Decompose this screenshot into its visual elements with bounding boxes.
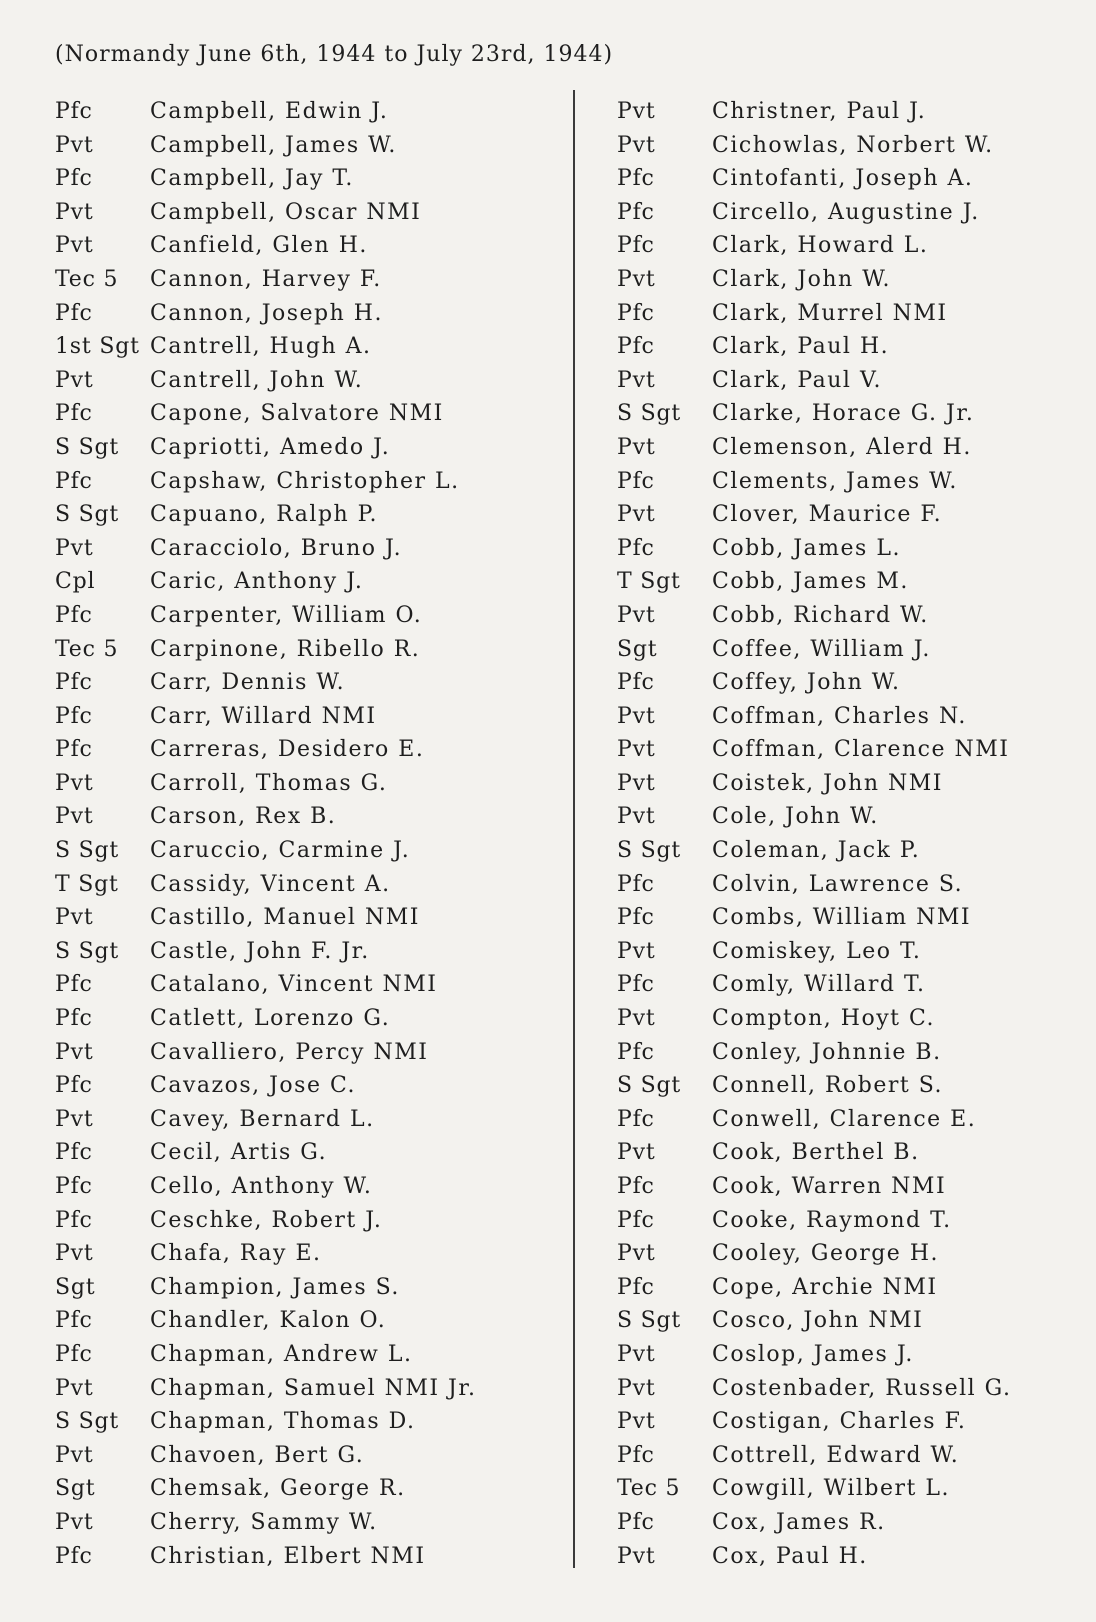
rank-label: S Sgt: [55, 838, 120, 864]
rank-label: T Sgt: [617, 569, 681, 595]
soldier-name: Chapman, Samuel NMI Jr.: [150, 1375, 477, 1401]
soldier-name: Carson, Rex B.: [150, 804, 337, 830]
rank-label: Pvt: [617, 367, 656, 393]
roster-row: [55, 1405, 476, 1439]
rank-label: Pvt: [617, 602, 656, 628]
rank-label: Pvt: [617, 99, 656, 124]
rank-label: S Sgt: [617, 1073, 682, 1099]
roster-row: [55, 599, 476, 633]
soldier-name: Campbell, Edwin J.: [150, 99, 389, 124]
roster-row: [55, 196, 476, 230]
soldier-name: Clark, Paul V.: [712, 367, 882, 393]
rank-label: Pvt: [617, 737, 656, 763]
soldier-name: Chafa, Ray E.: [150, 1241, 322, 1267]
rank-label: Pvt: [617, 703, 656, 729]
soldier-name: Clover, Maurice F.: [712, 502, 943, 528]
roster-row: [55, 1338, 476, 1372]
roster-row: [617, 1540, 1011, 1574]
soldier-name: Catlett, Lorenzo G.: [150, 1006, 391, 1032]
rank-label: S Sgt: [617, 838, 682, 864]
soldier-name: Coffey, John W.: [712, 670, 901, 696]
soldier-name: Catalano, Vincent NMI: [150, 972, 438, 998]
soldier-name: Compton, Hoyt C.: [712, 1006, 935, 1032]
soldier-name: Cavazos, Jose C.: [150, 1073, 357, 1099]
roster-row: [617, 599, 1011, 633]
soldier-name: Capone, Salvatore NMI: [150, 401, 444, 427]
soldier-name: Christner, Paul J.: [712, 99, 927, 124]
rank-label: Pvt: [617, 1375, 656, 1401]
soldier-name: Cooke, Raymond T.: [712, 1207, 952, 1233]
roster-column-right: [617, 95, 1011, 1573]
rank-label: Pfc: [55, 737, 93, 763]
roster-row: [617, 1136, 1011, 1170]
rank-label: Pfc: [55, 972, 93, 998]
soldier-name: Coffman, Charles N.: [712, 703, 967, 729]
rank-label: Tec 5: [617, 1476, 681, 1502]
roster-row: [617, 431, 1011, 465]
soldier-name: Castle, John F. Jr.: [150, 938, 370, 964]
soldier-name: Carroll, Thomas G.: [150, 770, 388, 796]
rank-label: Pfc: [55, 1543, 93, 1569]
soldier-name: Campbell, Oscar NMI: [150, 199, 422, 225]
roster-row: [55, 95, 476, 129]
roster-row: [617, 767, 1011, 801]
roster-row: [617, 1069, 1011, 1103]
rank-label: Pfc: [617, 233, 655, 259]
rank-label: Pvt: [55, 804, 94, 830]
rank-label: Pfc: [55, 300, 93, 326]
roster-row: [617, 229, 1011, 263]
rank-label: Pvt: [617, 1140, 656, 1166]
rank-label: S Sgt: [55, 1409, 120, 1435]
rank-label: Pvt: [55, 535, 94, 561]
page-header: (Normandy June 6th, 1944 to July 23rd, 1944): [55, 42, 614, 67]
soldier-name: Cox, Paul H.: [712, 1543, 868, 1569]
roster-row: [617, 263, 1011, 297]
rank-label: Pvt: [55, 1442, 94, 1468]
roster-row: [617, 95, 1011, 129]
rank-label: Pvt: [55, 1039, 94, 1065]
roster-row: [617, 498, 1011, 532]
roster-row: [617, 1237, 1011, 1271]
rank-label: Pfc: [617, 972, 655, 998]
roster-row: [617, 162, 1011, 196]
rank-label: Pfc: [55, 166, 93, 192]
rank-label: Pfc: [617, 1442, 655, 1468]
soldier-name: Circello, Augustine J.: [712, 199, 980, 225]
soldier-name: Connell, Robert S.: [712, 1073, 944, 1099]
rank-label: Pvt: [55, 905, 94, 931]
roster-row: [55, 1540, 476, 1574]
roster-row: [55, 1372, 476, 1406]
soldier-name: Combs, William NMI: [712, 905, 972, 931]
roster-row: [617, 868, 1011, 902]
roster-row: [55, 633, 476, 667]
roster-row: [617, 397, 1011, 431]
roster-row: [55, 1069, 476, 1103]
roster-row: [617, 565, 1011, 599]
soldier-name: Coffee, William J.: [712, 636, 931, 662]
roster-row: [617, 1439, 1011, 1473]
roster-row: [55, 565, 476, 599]
rank-label: Pfc: [55, 1207, 93, 1233]
rank-label: Pfc: [617, 468, 655, 494]
roster-row: [617, 364, 1011, 398]
soldier-name: Clemenson, Alerd H.: [712, 434, 972, 460]
soldier-name: Cherry, Sammy W.: [150, 1509, 378, 1535]
rank-label: Pfc: [617, 334, 655, 360]
roster-row: [617, 129, 1011, 163]
rank-label: 1st Sgt: [55, 334, 140, 360]
soldier-name: Cecil, Artis G.: [150, 1140, 328, 1166]
soldier-name: Conwell, Clarence E.: [712, 1106, 977, 1132]
soldier-name: Chemsak, George R.: [150, 1476, 406, 1502]
rank-label: Pfc: [617, 1039, 655, 1065]
roster-row: [617, 1271, 1011, 1305]
soldier-name: Cobb, James L.: [712, 535, 901, 561]
rank-label: Pfc: [55, 401, 93, 427]
roster-row: [617, 1472, 1011, 1506]
rank-label: Pvt: [617, 132, 656, 158]
rank-label: Pfc: [55, 99, 93, 124]
soldier-name: Carr, Dennis W.: [150, 670, 346, 696]
soldier-name: Cannon, Joseph H.: [150, 300, 383, 326]
soldier-name: Canfield, Glen H.: [150, 233, 368, 259]
soldier-name: Cannon, Harvey F.: [150, 266, 382, 292]
rank-label: Pfc: [617, 1509, 655, 1535]
soldier-name: Caric, Anthony J.: [150, 569, 364, 595]
roster-row: [617, 465, 1011, 499]
roster-row: [55, 364, 476, 398]
roster-row: [55, 1103, 476, 1137]
rank-label: Pfc: [617, 1106, 655, 1132]
rank-label: Pfc: [617, 905, 655, 931]
roster-row: [55, 868, 476, 902]
roster-row: [55, 1136, 476, 1170]
rank-label: Cpl: [55, 569, 96, 595]
roster-row: [55, 1204, 476, 1238]
soldier-name: Clark, Howard L.: [712, 233, 929, 259]
rank-label: S Sgt: [55, 502, 120, 528]
roster-row: [55, 1271, 476, 1305]
soldier-name: Caruccio, Carmine J.: [150, 838, 411, 864]
rank-label: Pvt: [617, 804, 656, 830]
soldier-name: Coistek, John NMI: [712, 770, 943, 796]
soldier-name: Cole, John W.: [712, 804, 879, 830]
soldier-name: Cantrell, Hugh A.: [150, 334, 372, 360]
roster-row: [55, 1472, 476, 1506]
rank-label: Pvt: [617, 434, 656, 460]
soldier-name: Costenbader, Russell G.: [712, 1375, 1012, 1401]
soldier-name: Campbell, James W.: [150, 132, 397, 158]
rank-label: Pfc: [617, 1207, 655, 1233]
roster-row: [55, 1304, 476, 1338]
rank-label: S Sgt: [617, 1308, 682, 1334]
soldier-name: Cottrell, Edward W.: [712, 1442, 960, 1468]
rank-label: Pvt: [55, 1241, 94, 1267]
roster-row: [55, 767, 476, 801]
roster-row: [617, 1036, 1011, 1070]
roster-row: [55, 700, 476, 734]
soldier-name: Clark, Murrel NMI: [712, 300, 948, 326]
soldier-name: Colvin, Lawrence S.: [712, 871, 964, 897]
rank-label: Pfc: [55, 670, 93, 696]
roster-row: [55, 397, 476, 431]
rank-label: S Sgt: [55, 434, 120, 460]
roster-row: [617, 1304, 1011, 1338]
soldier-name: Chapman, Thomas D.: [150, 1409, 416, 1435]
rank-label: Pfc: [617, 300, 655, 326]
rank-label: Pfc: [617, 1274, 655, 1300]
soldier-name: Coffman, Clarence NMI: [712, 737, 1010, 763]
roster-row: [55, 465, 476, 499]
roster-row: [617, 532, 1011, 566]
soldier-name: Cook, Berthel B.: [712, 1140, 920, 1166]
soldier-name: Capuano, Ralph P.: [150, 502, 379, 528]
roster-row: [55, 330, 476, 364]
roster-row: [55, 498, 476, 532]
rank-label: Pfc: [55, 1174, 93, 1199]
rank-label: Pfc: [55, 703, 93, 729]
rank-label: Pfc: [617, 871, 655, 897]
roster-row: [55, 532, 476, 566]
roster-row: [55, 229, 476, 263]
roster-row: [55, 1170, 476, 1204]
soldier-name: Coslop, James J.: [712, 1341, 914, 1367]
column-divider: [573, 90, 575, 1568]
rank-label: Pvt: [617, 938, 656, 964]
soldier-name: Comiskey, Leo T.: [712, 938, 922, 964]
rank-label: Sgt: [617, 636, 658, 662]
roster-row: [55, 1237, 476, 1271]
roster-row: [617, 901, 1011, 935]
roster-row: [617, 800, 1011, 834]
roster-row: [55, 1506, 476, 1540]
soldier-name: Cavey, Bernard L.: [150, 1106, 375, 1132]
roster-row: [617, 1002, 1011, 1036]
soldier-name: Cobb, Richard W.: [712, 602, 929, 628]
soldier-name: Carpenter, William O.: [150, 602, 423, 628]
roster-row: [617, 330, 1011, 364]
rank-label: Pvt: [617, 1006, 656, 1032]
rank-label: Sgt: [55, 1274, 96, 1300]
soldier-name: Clarke, Horace G. Jr.: [712, 401, 975, 427]
soldier-name: Carr, Willard NMI: [150, 703, 377, 729]
soldier-name: Cintofanti, Joseph A.: [712, 166, 974, 192]
rank-label: Pvt: [55, 132, 94, 158]
roster-row: [55, 1439, 476, 1473]
soldier-name: Cavalliero, Percy NMI: [150, 1039, 429, 1065]
rank-label: Pvt: [617, 1341, 656, 1367]
rank-label: Pfc: [617, 535, 655, 561]
rank-label: Pvt: [55, 770, 94, 796]
rank-label: Pfc: [617, 1174, 655, 1199]
roster-row: [55, 431, 476, 465]
rank-label: Pfc: [55, 1308, 93, 1334]
soldier-name: Clark, Paul H.: [712, 334, 890, 360]
roster-row: [617, 1103, 1011, 1137]
soldier-name: Campbell, Jay T.: [150, 166, 354, 192]
soldier-name: Cichowlas, Norbert W.: [712, 132, 994, 158]
rank-label: Pfc: [55, 1140, 93, 1166]
soldier-name: Clements, James W.: [712, 468, 958, 494]
soldier-name: Cobb, James M.: [712, 569, 909, 595]
roster-row: [617, 666, 1011, 700]
rank-label: Pvt: [55, 199, 94, 225]
rank-label: Pvt: [617, 1409, 656, 1435]
soldier-name: Cox, James R.: [712, 1509, 886, 1535]
soldier-name: Ceschke, Robert J.: [150, 1207, 383, 1233]
roster-row: [617, 834, 1011, 868]
soldier-name: Cook, Warren NMI: [712, 1174, 947, 1199]
soldier-name: Coleman, Jack P.: [712, 838, 921, 864]
roster-row: [617, 935, 1011, 969]
rank-label: Pvt: [55, 367, 94, 393]
rank-label: Pvt: [55, 1509, 94, 1535]
soldier-name: Comly, Willard T.: [712, 972, 926, 998]
soldier-name: Capshaw, Christopher L.: [150, 468, 460, 494]
soldier-name: Christian, Elbert NMI: [150, 1543, 426, 1569]
rank-label: Pfc: [55, 1341, 93, 1367]
rank-label: Pvt: [55, 1106, 94, 1132]
soldier-name: Chapman, Andrew L.: [150, 1341, 413, 1367]
soldier-name: Costigan, Charles F.: [712, 1409, 967, 1435]
soldier-name: Champion, James S.: [150, 1274, 400, 1300]
roster-row: [55, 834, 476, 868]
rank-label: Pvt: [617, 1241, 656, 1267]
roster-row: [55, 800, 476, 834]
rank-label: Pvt: [55, 1375, 94, 1401]
roster-row: [55, 1036, 476, 1070]
rank-label: Tec 5: [55, 636, 119, 662]
rank-label: Pvt: [617, 770, 656, 796]
soldier-name: Castillo, Manuel NMI: [150, 905, 420, 931]
soldier-name: Carreras, Desidero E.: [150, 737, 425, 763]
roster-row: [55, 263, 476, 297]
soldier-name: Conley, Johnnie B.: [712, 1039, 942, 1065]
roster-row: [617, 297, 1011, 331]
roster-row: [55, 935, 476, 969]
rank-label: Pfc: [55, 602, 93, 628]
rank-label: S Sgt: [55, 938, 120, 964]
roster-row: [55, 733, 476, 767]
rank-label: Pfc: [55, 1006, 93, 1032]
roster-row: [617, 1170, 1011, 1204]
roster-row: [617, 733, 1011, 767]
soldier-name: Capriotti, Amedo J.: [150, 434, 391, 460]
rank-label: Pvt: [55, 233, 94, 259]
rank-label: S Sgt: [617, 401, 682, 427]
roster-row: [617, 1506, 1011, 1540]
soldier-name: Cooley, George H.: [712, 1241, 940, 1267]
rank-label: Pfc: [55, 1073, 93, 1099]
rank-label: T Sgt: [55, 871, 119, 897]
soldier-name: Cowgill, Wilbert L.: [712, 1476, 950, 1502]
rank-label: Pfc: [617, 199, 655, 225]
soldier-name: Clark, John W.: [712, 266, 891, 292]
soldier-name: Chandler, Kalon O.: [150, 1308, 387, 1334]
rank-label: Pfc: [617, 670, 655, 696]
roster-row: [617, 1372, 1011, 1406]
roster-row: [55, 666, 476, 700]
roster-row: [55, 129, 476, 163]
soldier-name: Cantrell, John W.: [150, 367, 364, 393]
soldier-name: Chavoen, Bert G.: [150, 1442, 365, 1468]
rank-label: Pvt: [617, 266, 656, 292]
rank-label: Pvt: [617, 1543, 656, 1569]
roster-row: [617, 1204, 1011, 1238]
roster-row: [55, 968, 476, 1002]
rank-label: Pfc: [617, 166, 655, 192]
soldier-name: Cope, Archie NMI: [712, 1274, 938, 1300]
rank-label: Pvt: [617, 502, 656, 528]
roster-row: [55, 297, 476, 331]
soldier-name: Cello, Anthony W.: [150, 1174, 373, 1199]
soldier-name: Cosco, John NMI: [712, 1308, 924, 1334]
roster-column-left: [55, 95, 476, 1573]
roster-row: [55, 162, 476, 196]
roster-row: [617, 633, 1011, 667]
roster-row: [617, 196, 1011, 230]
rank-label: Tec 5: [55, 266, 119, 292]
roster-row: [617, 700, 1011, 734]
roster-row: [55, 1002, 476, 1036]
soldier-name: Carpinone, Ribello R.: [150, 636, 421, 662]
rank-label: Sgt: [55, 1476, 96, 1502]
rank-label: Pfc: [55, 468, 93, 494]
roster-row: [617, 1338, 1011, 1372]
soldier-name: Cassidy, Vincent A.: [150, 871, 391, 897]
soldier-name: Caracciolo, Bruno J.: [150, 535, 403, 561]
roster-row: [617, 1405, 1011, 1439]
roster-row: [55, 901, 476, 935]
roster-row: [617, 968, 1011, 1002]
